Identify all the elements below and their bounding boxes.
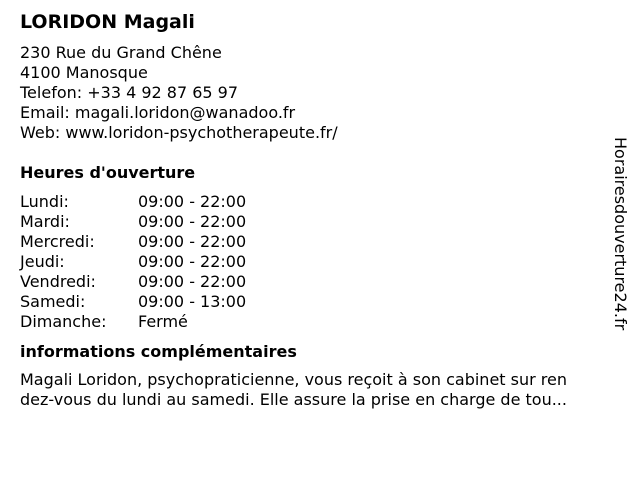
brand-watermark <box>610 137 630 377</box>
day-label: Lundi: <box>20 192 69 211</box>
info-heading: informations complémentaires <box>20 342 297 361</box>
time-value: 09:00 - 13:00 <box>138 292 247 311</box>
day-label: Vendredi: <box>20 272 96 291</box>
time-value: Fermé <box>138 312 188 331</box>
day-label: Samedi: <box>20 292 86 311</box>
hours-row-saturday <box>20 292 620 312</box>
time-value: 09:00 - 22:00 <box>138 272 247 291</box>
business-name: LORIDON Magali <box>20 11 195 33</box>
hours-row-tuesday <box>20 212 620 232</box>
time-value: 09:00 - 22:00 <box>138 252 247 271</box>
hours-row-thursday <box>20 252 620 272</box>
day-label: Jeudi: <box>20 252 65 271</box>
hours-row-wednesday <box>20 232 620 252</box>
day-label: Mercredi: <box>20 232 95 251</box>
email-line[interactable]: Email: magali.loridon@wanadoo.fr <box>20 103 296 122</box>
website-line[interactable]: Web: www.loridon-psychotherapeute.fr/ <box>20 123 338 142</box>
business-card <box>20 10 620 410</box>
hours-row-sunday <box>20 312 620 332</box>
time-value: 09:00 - 22:00 <box>138 212 247 231</box>
opening-hours-table <box>20 192 620 332</box>
time-value: 09:00 - 22:00 <box>138 192 247 211</box>
street-address: 230 Rue du Grand Chêne <box>20 43 222 62</box>
hours-heading: Heures d'ouverture <box>20 163 196 182</box>
brand-watermark-text: Horairesdouverture24.fr <box>611 137 630 331</box>
contact-block <box>20 43 620 143</box>
city-address: 4100 Manosque <box>20 63 148 82</box>
day-label: Mardi: <box>20 212 70 231</box>
time-value: 09:00 - 22:00 <box>138 232 247 251</box>
info-description: Magali Loridon, psychopraticienne, vous reçoit à son cabinet sur ren dez-vous du lundi au samedi. Elle assure la prise en charge de tou... <box>20 370 567 409</box>
phone-line[interactable]: Telefon: +33 4 92 87 65 97 <box>20 83 239 102</box>
day-label: Dimanche: <box>20 312 107 331</box>
hours-row-monday <box>20 192 620 212</box>
hours-row-friday <box>20 272 620 292</box>
